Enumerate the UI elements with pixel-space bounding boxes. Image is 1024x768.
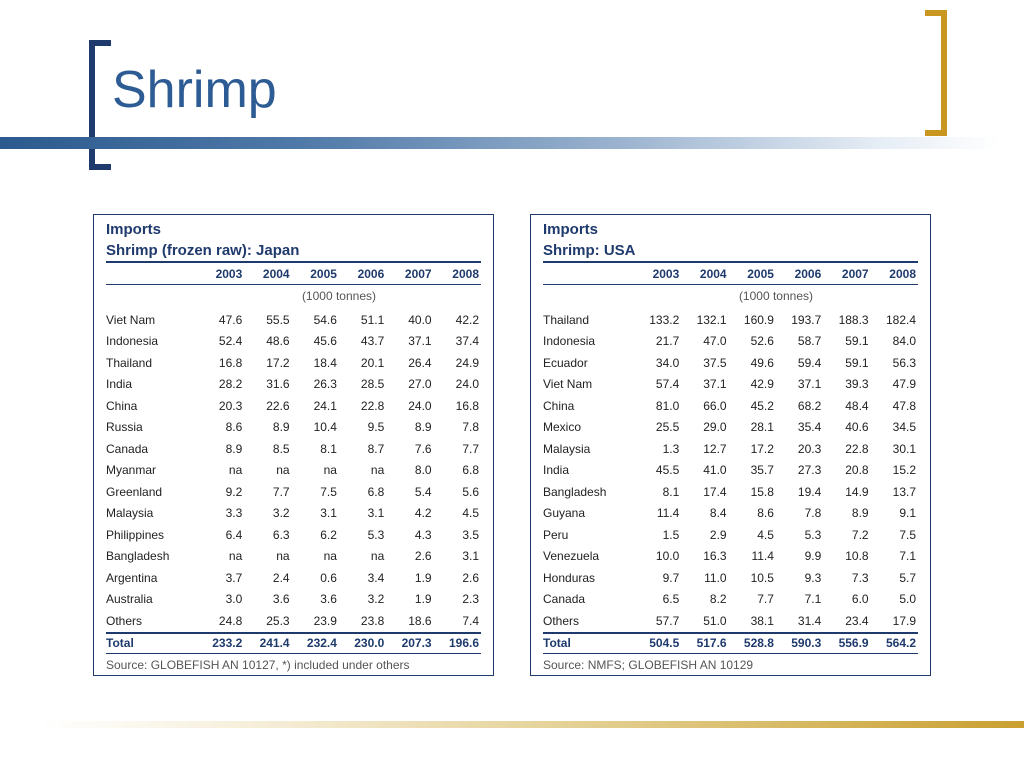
value-cell: 8.2 (709, 592, 727, 607)
units-row (543, 285, 918, 310)
value-cell: 48.6 (266, 334, 290, 349)
value-cell: 232.4 (292, 633, 339, 654)
table-header-row (106, 262, 481, 285)
value-cell: 54.6 (313, 312, 337, 327)
value-cell: 2.4 (272, 570, 290, 585)
value-cell: 58.7 (797, 334, 822, 349)
country-cell: India (543, 463, 570, 478)
value-cell: 2.9 (709, 527, 727, 542)
value-cell: 22.8 (845, 441, 869, 456)
country-cell: Mexico (543, 420, 582, 435)
value-cell: 51.1 (360, 312, 385, 327)
value-cell: 556.9 (823, 633, 870, 654)
value-cell: 6.4 (225, 527, 243, 542)
value-cell: 59.1 (845, 355, 869, 370)
table-body (106, 285, 481, 654)
value-cell: 6.3 (272, 527, 290, 542)
value-cell: 8.5 (272, 441, 290, 456)
value-cell: na (323, 549, 337, 564)
value-cell: 48.4 (845, 398, 869, 413)
table-row (106, 417, 481, 439)
table-row (543, 503, 918, 525)
value-cell: 188.3 (838, 312, 869, 327)
value-cell: 28.2 (218, 377, 243, 392)
value-cell: 10.0 (655, 549, 680, 564)
value-cell: 59.1 (845, 334, 869, 349)
value-cell: 5.3 (367, 527, 385, 542)
value-cell: 3.1 (320, 506, 337, 521)
value-cell: 35.7 (750, 463, 774, 478)
slide-title: Shrimp (112, 61, 277, 119)
value-cell: 160.9 (743, 312, 774, 327)
value-cell: 4.5 (757, 527, 774, 542)
table-row (106, 460, 481, 482)
country-cell: Myanmar (106, 463, 157, 478)
year-header: 2005 (729, 262, 776, 285)
country-cell: Honduras (543, 570, 596, 585)
value-cell: 26.4 (408, 355, 432, 370)
value-cell: 11.4 (656, 506, 680, 521)
value-cell: 31.4 (797, 613, 822, 628)
table-row (543, 438, 918, 460)
table-row (543, 352, 918, 374)
country-cell: Russia (106, 420, 143, 435)
value-cell: 40.0 (408, 312, 432, 327)
value-cell: 84.0 (892, 334, 916, 349)
value-cell: 230.0 (339, 633, 386, 654)
table-row (106, 610, 481, 633)
table-row (106, 438, 481, 460)
table-row (106, 546, 481, 568)
table-row (543, 524, 918, 546)
country-cell: Canada (106, 441, 149, 456)
value-cell: na (228, 549, 243, 564)
value-cell: 7.4 (462, 613, 479, 628)
value-cell: 1.9 (414, 570, 432, 585)
country-cell: Guyana (543, 506, 586, 521)
value-cell: 12.7 (703, 441, 727, 456)
table-row (543, 546, 918, 568)
value-cell: 517.6 (681, 633, 728, 654)
value-cell: 8.1 (320, 441, 337, 456)
value-cell: 68.2 (797, 398, 822, 413)
value-cell: 40.6 (845, 420, 869, 435)
value-cell: 8.7 (367, 441, 385, 456)
year-header: 2004 (681, 262, 728, 285)
table-row (543, 395, 918, 417)
units-label: (1000 tonnes) (301, 289, 376, 303)
value-cell: 42.9 (750, 377, 774, 392)
table-row (543, 610, 918, 633)
value-cell: 13.7 (892, 484, 916, 499)
value-cell: 4.2 (414, 506, 432, 521)
table-row (106, 481, 481, 503)
year-header: 2007 (823, 262, 870, 285)
value-cell: 35.4 (797, 420, 822, 435)
value-cell: 37.1 (408, 334, 432, 349)
table-row (106, 503, 481, 525)
japan-imports-table (106, 261, 481, 654)
table-row (543, 331, 918, 353)
table-row (106, 395, 481, 417)
table-body (543, 285, 918, 654)
value-cell: 52.6 (750, 334, 774, 349)
value-cell: 233.2 (197, 633, 244, 654)
right-bracket-decoration (925, 10, 947, 136)
country-cell: India (106, 377, 133, 392)
units-row (106, 285, 481, 310)
country-cell: Malaysia (543, 441, 591, 456)
country-cell: Others (106, 613, 143, 628)
year-header: 2003 (197, 262, 244, 285)
value-cell: 17.2 (750, 441, 774, 456)
value-cell: 4.3 (414, 527, 432, 542)
title-underline-bar (0, 137, 1000, 149)
value-cell: 18.6 (408, 613, 432, 628)
value-cell: 3.6 (272, 592, 290, 607)
country-cell: Australia (106, 592, 153, 607)
country-cell: Total (106, 633, 197, 654)
value-cell: 17.9 (892, 613, 916, 628)
value-cell: 22.6 (266, 398, 290, 413)
value-cell: 11.4 (751, 549, 774, 564)
value-cell: 0.6 (320, 570, 337, 585)
value-cell: 3.2 (367, 592, 385, 607)
value-cell: 34.5 (892, 420, 916, 435)
value-cell: 8.1 (662, 484, 680, 499)
value-cell: 3.5 (462, 527, 479, 542)
value-cell: 6.2 (320, 527, 337, 542)
value-cell: 1.9 (414, 592, 432, 607)
value-cell: 16.3 (703, 549, 727, 564)
country-cell: Indonesia (543, 334, 596, 349)
country-cell: Total (543, 633, 634, 654)
value-cell: 19.4 (797, 484, 822, 499)
value-cell: 34.0 (655, 355, 680, 370)
year-header: 2006 (339, 262, 386, 285)
value-cell: 564.2 (871, 633, 918, 654)
value-cell: 7.2 (851, 527, 869, 542)
value-cell: 52.4 (218, 334, 243, 349)
country-cell: Argentina (106, 570, 158, 585)
value-cell: 1.3 (662, 441, 680, 456)
value-cell: 16.8 (455, 398, 479, 413)
value-cell: 49.6 (750, 355, 774, 370)
value-cell: 45.5 (655, 463, 680, 478)
country-cell: Others (543, 613, 580, 628)
value-cell: 20.3 (218, 398, 243, 413)
table-row (106, 352, 481, 374)
value-cell: 24.0 (408, 398, 432, 413)
value-cell: 5.6 (462, 484, 479, 499)
country-cell: Indonesia (106, 334, 159, 349)
value-cell: 2.3 (462, 592, 479, 607)
table-row (106, 331, 481, 353)
value-cell: 17.2 (266, 355, 290, 370)
value-cell: 51.0 (703, 613, 727, 628)
source-note: Source: GLOBEFISH AN 10127, *) included under others (106, 657, 410, 672)
value-cell: 3.7 (225, 570, 243, 585)
value-cell: 590.3 (776, 633, 823, 654)
value-cell: 7.7 (462, 441, 479, 456)
value-cell: 193.7 (791, 312, 822, 327)
value-cell: 45.6 (313, 334, 337, 349)
value-cell: 7.5 (899, 527, 916, 542)
table-row (543, 460, 918, 482)
country-cell: Thailand (543, 312, 590, 327)
value-cell: 56.3 (892, 355, 916, 370)
value-cell: 8.4 (709, 506, 727, 521)
value-cell: 20.1 (360, 355, 385, 370)
value-cell: 14.9 (845, 484, 869, 499)
table-row (106, 524, 481, 546)
value-cell: 17.4 (703, 484, 727, 499)
value-cell: 59.4 (797, 355, 822, 370)
value-cell: 43.7 (360, 334, 385, 349)
value-cell: 9.5 (367, 420, 385, 435)
country-cell: Peru (543, 527, 569, 542)
value-cell: 22.8 (360, 398, 385, 413)
value-cell: 11.0 (704, 570, 727, 585)
value-cell: 241.4 (244, 633, 291, 654)
value-cell: na (323, 463, 337, 478)
value-cell: 81.0 (655, 398, 680, 413)
value-cell: 9.2 (225, 484, 243, 499)
year-header: 2006 (776, 262, 823, 285)
value-cell: 182.4 (885, 312, 916, 327)
value-cell: 9.9 (804, 549, 822, 564)
country-column-header (543, 262, 634, 285)
value-cell: 37.1 (797, 377, 822, 392)
value-cell: 8.6 (225, 420, 243, 435)
value-cell: 3.3 (225, 506, 243, 521)
table-row (106, 374, 481, 396)
country-cell: Greenland (106, 484, 163, 499)
value-cell: 18.4 (313, 355, 337, 370)
value-cell: 5.4 (414, 484, 432, 499)
footer-gradient-bar (40, 721, 1024, 728)
value-cell: 7.6 (414, 441, 432, 456)
value-cell: 3.1 (367, 506, 385, 521)
value-cell: 3.0 (225, 592, 243, 607)
value-cell: 7.3 (851, 570, 869, 585)
panel-subheading: Shrimp (frozen raw): Japan (106, 242, 300, 259)
value-cell: 10.5 (750, 570, 774, 585)
value-cell: 23.9 (313, 613, 337, 628)
country-cell: Venezuela (543, 549, 600, 564)
value-cell: 29.0 (703, 420, 727, 435)
value-cell: 16.8 (218, 355, 243, 370)
value-cell: 37.4 (455, 334, 479, 349)
country-cell: Malaysia (106, 506, 154, 521)
value-cell: 6.0 (851, 592, 869, 607)
country-cell: China (543, 398, 575, 413)
value-cell: 26.3 (313, 377, 337, 392)
value-cell: 24.0 (455, 377, 479, 392)
left-bracket-decoration (89, 40, 111, 170)
value-cell: 5.3 (804, 527, 822, 542)
value-cell: 7.7 (272, 484, 290, 499)
table-row (543, 417, 918, 439)
total-row (543, 633, 918, 654)
value-cell: 47.0 (703, 334, 727, 349)
value-cell: 57.7 (655, 613, 680, 628)
value-cell: 7.1 (899, 549, 916, 564)
country-cell: Bangladesh (543, 484, 607, 499)
value-cell: na (276, 463, 290, 478)
value-cell: na (370, 463, 385, 478)
value-cell: 9.3 (804, 570, 822, 585)
usa-imports-panel (530, 214, 931, 676)
country-cell: Canada (543, 592, 586, 607)
value-cell: 31.6 (266, 377, 290, 392)
table-row (543, 589, 918, 611)
value-cell: 47.6 (218, 312, 243, 327)
table-row (106, 309, 481, 331)
value-cell: 7.7 (757, 592, 774, 607)
value-cell: 8.9 (851, 506, 869, 521)
value-cell: 42.2 (455, 312, 479, 327)
value-cell: 47.8 (892, 398, 916, 413)
value-cell: 39.3 (845, 377, 869, 392)
panel-subheading: Shrimp: USA (543, 242, 636, 259)
country-cell: China (106, 398, 138, 413)
country-cell: Bangladesh (106, 549, 170, 564)
value-cell: 15.2 (892, 463, 916, 478)
table-row (543, 481, 918, 503)
year-header: 2005 (292, 262, 339, 285)
value-cell: 20.8 (845, 463, 869, 478)
value-cell: 6.8 (367, 484, 385, 499)
units-label: (1000 tonnes) (738, 289, 813, 303)
value-cell: 24.1 (313, 398, 337, 413)
table-row (106, 589, 481, 611)
value-cell: 37.1 (703, 377, 727, 392)
value-cell: 28.1 (750, 420, 774, 435)
total-row (106, 633, 481, 654)
year-header: 2004 (244, 262, 291, 285)
value-cell: 7.1 (804, 592, 822, 607)
value-cell: 47.9 (892, 377, 916, 392)
value-cell: 37.5 (703, 355, 727, 370)
value-cell: 20.3 (797, 441, 822, 456)
value-cell: 196.6 (434, 633, 481, 654)
table-row (543, 374, 918, 396)
panel-heading: Imports (106, 221, 162, 238)
value-cell: na (276, 549, 290, 564)
value-cell: 8.9 (225, 441, 243, 456)
value-cell: 66.0 (703, 398, 727, 413)
value-cell: 15.8 (750, 484, 774, 499)
value-cell: 38.1 (750, 613, 774, 628)
value-cell: 5.7 (899, 570, 916, 585)
value-cell: 57.4 (655, 377, 680, 392)
country-cell: Viet Nam (106, 312, 156, 327)
value-cell: 28.5 (360, 377, 385, 392)
country-column-header (106, 262, 197, 285)
year-header: 2008 (434, 262, 481, 285)
value-cell: 6.8 (462, 463, 479, 478)
value-cell: 23.8 (360, 613, 385, 628)
value-cell: 8.9 (414, 420, 432, 435)
value-cell: 30.1 (892, 441, 916, 456)
value-cell: 55.5 (266, 312, 290, 327)
value-cell: 7.8 (462, 420, 479, 435)
country-cell: Philippines (106, 527, 165, 542)
table-row (543, 309, 918, 331)
country-cell: Thailand (106, 355, 153, 370)
value-cell: 8.0 (414, 463, 432, 478)
value-cell: 207.3 (386, 633, 433, 654)
source-note: Source: NMFS; GLOBEFISH AN 10129 (543, 657, 754, 672)
value-cell: 24.8 (218, 613, 243, 628)
value-cell: 27.3 (797, 463, 822, 478)
value-cell: 7.5 (320, 484, 337, 499)
value-cell: 27.0 (408, 377, 432, 392)
value-cell: 21.7 (655, 334, 680, 349)
value-cell: 3.6 (320, 592, 337, 607)
country-cell: Ecuador (543, 355, 588, 370)
value-cell: 5.0 (899, 592, 916, 607)
value-cell: 1.5 (662, 527, 680, 542)
panel-heading: Imports (543, 221, 599, 238)
value-cell: 9.1 (899, 506, 916, 521)
value-cell: 133.2 (649, 312, 680, 327)
year-header: 2008 (871, 262, 918, 285)
value-cell: 25.5 (655, 420, 680, 435)
value-cell: 23.4 (845, 613, 869, 628)
value-cell: 3.1 (462, 549, 479, 564)
japan-imports-panel (93, 214, 494, 676)
value-cell: 4.5 (462, 506, 479, 521)
value-cell: 3.2 (272, 506, 290, 521)
table-row (543, 567, 918, 589)
year-header: 2007 (386, 262, 433, 285)
value-cell: 41.0 (703, 463, 727, 478)
table-header-row (543, 262, 918, 285)
value-cell: 10.4 (313, 420, 337, 435)
value-cell: 6.5 (662, 592, 680, 607)
value-cell: 25.3 (266, 613, 290, 628)
value-cell: 10.8 (845, 549, 869, 564)
value-cell: 2.6 (462, 570, 479, 585)
value-cell: 8.9 (272, 420, 290, 435)
value-cell: 504.5 (634, 633, 681, 654)
value-cell: 2.6 (414, 549, 432, 564)
value-cell: na (228, 463, 243, 478)
value-cell: 528.8 (729, 633, 776, 654)
value-cell: 132.1 (696, 312, 727, 327)
value-cell: 8.6 (757, 506, 774, 521)
value-cell: 45.2 (750, 398, 774, 413)
year-header: 2003 (634, 262, 681, 285)
table-row (106, 567, 481, 589)
value-cell: 9.7 (662, 570, 680, 585)
value-cell: na (370, 549, 385, 564)
value-cell: 3.4 (367, 570, 385, 585)
value-cell: 7.8 (804, 506, 822, 521)
usa-imports-table (543, 261, 918, 654)
value-cell: 24.9 (455, 355, 479, 370)
country-cell: Viet Nam (543, 377, 593, 392)
